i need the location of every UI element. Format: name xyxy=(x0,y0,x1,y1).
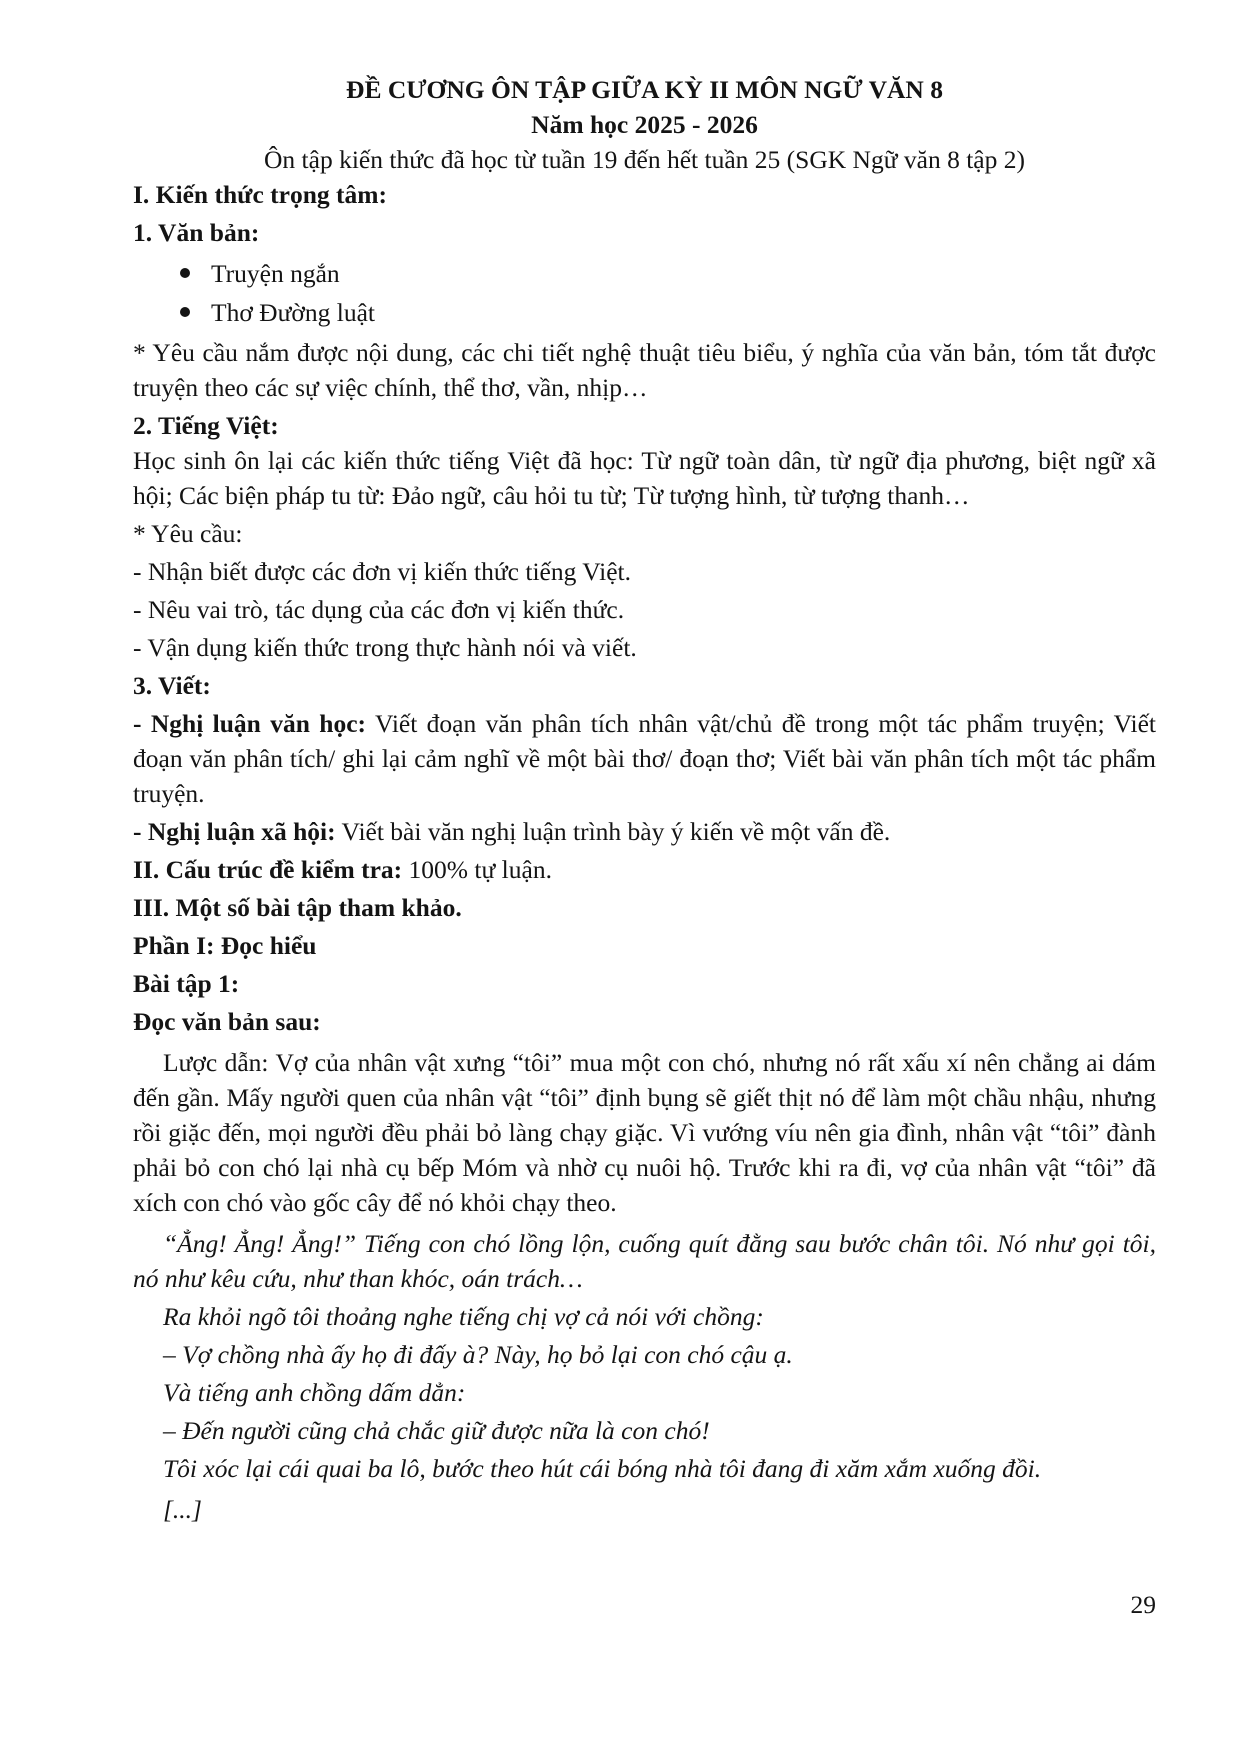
bullet-icon xyxy=(180,307,190,317)
page-content xyxy=(133,72,1156,1527)
excerpt-dialogue: – Đến người cũng chả chắc giữ được nữa là con chó! xyxy=(163,1416,710,1445)
section-2-text: 100% tự luận. xyxy=(402,855,552,884)
literary-essay-item xyxy=(133,706,1156,811)
text-type-list xyxy=(133,254,1156,332)
list-item xyxy=(180,254,1156,293)
excerpt-paragraph: “Ẳng! Ẳng! Ẳng!” Tiếng con chó lồng lộn, cuống quít đằng sau bước chân tôi. Nó như gọi tôi, nó như kêu cứu, như than khóc, oán trách… xyxy=(133,1229,1156,1293)
part-2-requirement-heading: * Yêu cầu: xyxy=(133,519,243,548)
read-text-heading: Đọc văn bản sau: xyxy=(133,1007,321,1036)
exercise-heading: Bài tập 1: xyxy=(133,969,240,998)
part-3-heading: 3. Viết: xyxy=(133,671,211,700)
section-3-heading: III. Một số bài tập tham khảo. xyxy=(133,893,462,922)
social-essay-label: - Nghị luận xã hội: xyxy=(133,817,336,846)
bullet-icon xyxy=(180,268,190,278)
section-2-line xyxy=(133,852,1156,887)
part-2-requirement-item: - Nêu vai trò, tác dụng của các đơn vị kiến thức. xyxy=(133,595,625,624)
document-title: ĐỀ CƯƠNG ÔN TẬP GIỮA KỲ II MÔN NGỮ VĂN 8 xyxy=(346,75,943,104)
page-number: 29 xyxy=(1130,1590,1156,1619)
social-essay-item xyxy=(133,814,1156,849)
story-summary: Lược dẫn: Vợ của nhân vật xưng “tôi” mua một con chó, nhưng nó rất xấu xí nên chẳng ai dám đến gần. Mấy người quen của nhân vật “tôi” định bụng sẽ giết thịt nó để làm một chầu nhậu, nhưng rồi giặc đến, mọi người đều phải bỏ làng chạy giặc. Vì vướng víu nên gia đình, nhân vật “tôi” đành phải bỏ con chó lại nhà cụ bếp Móm và nhờ cụ nuôi hộ. Trước khi ra đi, vợ của nhân vật “tôi” đã xích con chó vào gốc cây để nó khỏi chạy theo. xyxy=(133,1048,1156,1217)
part-2-requirement-item: - Nhận biết được các đơn vị kiến thức tiếng Việt. xyxy=(133,557,632,586)
list-item xyxy=(180,293,1156,332)
part-1-requirement: * Yêu cầu nắm được nội dung, các chi tiết nghệ thuật tiêu biểu, ý nghĩa của văn bản, tóm tắt được truyện theo các sự việc chính, thể thơ, vần, nhịp… xyxy=(133,338,1156,402)
document-subtitle: Ôn tập kiến thức đã học từ tuần 19 đến hết tuần 25 (SGK Ngữ văn 8 tập 2) xyxy=(264,145,1025,174)
social-essay-text: Viết bài văn nghị luận trình bày ý kiến về một vấn đề. xyxy=(335,817,891,846)
section-1-heading: I. Kiến thức trọng tâm: xyxy=(133,180,387,209)
list-item-text: Truyện ngắn xyxy=(211,259,340,288)
part-2-heading: 2. Tiếng Việt: xyxy=(133,411,279,440)
section-2-label: II. Cấu trúc đề kiểm tra: xyxy=(133,855,403,884)
part-2-intro: Học sinh ôn lại các kiến thức tiếng Việt đã học: Từ ngữ toàn dân, từ ngữ địa phương, biệt ngữ xã hội; Các biện pháp tu từ: Đảo ngữ, câu hỏi tu từ; Từ tượng hình, từ tượng thanh… xyxy=(133,446,1156,510)
literary-essay-text: Viết đoạn văn phân tích nhân vật/chủ đề trong một tác phẩm truyện; Viết đoạn văn phân tích/ ghi lại cảm nghĩ về một bài thơ/ đoạn thơ; Viết bài văn phân tích một tác phẩm truyện. xyxy=(133,709,1157,808)
part-2-requirement-item: - Vận dụng kiến thức trong thực hành nói và viết. xyxy=(133,633,637,662)
list-item-text: Thơ Đường luật xyxy=(211,298,376,327)
excerpt-paragraph: Ra khỏi ngõ tôi thoảng nghe tiếng chị vợ cả nói với chồng: xyxy=(163,1302,764,1331)
excerpt-paragraph: Và tiếng anh chồng dấm dẳn: xyxy=(163,1378,466,1407)
excerpt-dialogue: – Vợ chồng nhà ấy họ đi đấy à? Này, họ bỏ lại con chó cậu ạ. xyxy=(163,1340,793,1369)
excerpt-ellipsis: [...] xyxy=(163,1495,202,1524)
literary-essay-label: - Nghị luận văn học: xyxy=(133,709,367,738)
reading-part-heading: Phần I: Đọc hiểu xyxy=(133,931,317,960)
part-1-heading: 1. Văn bản: xyxy=(133,218,260,247)
excerpt-paragraph: Tôi xóc lại cái quai ba lô, bước theo hút cái bóng nhà tôi đang đi xăm xắm xuống đồi. xyxy=(163,1454,1042,1483)
school-year: Năm học 2025 - 2026 xyxy=(531,110,758,139)
